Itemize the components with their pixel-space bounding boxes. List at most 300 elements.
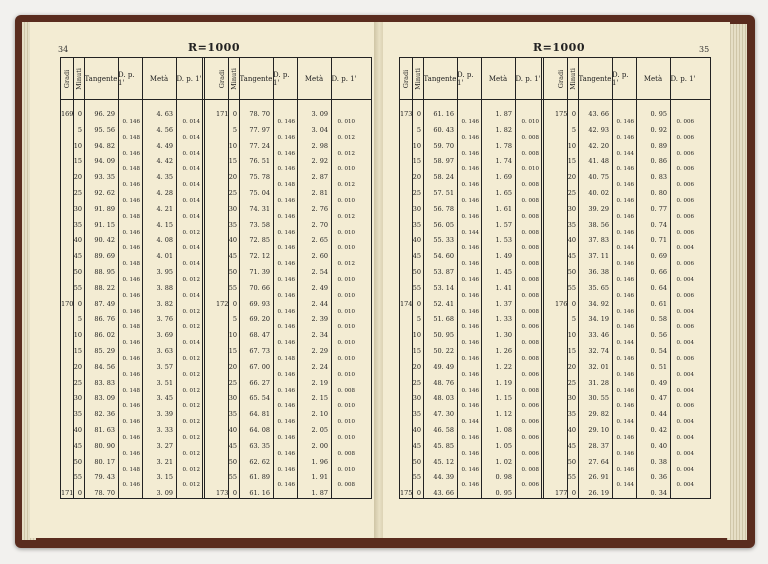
tangent-diff-cell: 0. 146 [277, 118, 295, 125]
tangent-cell: 35. 65 [588, 283, 609, 292]
tangent-diff-cell: 0. 146 [122, 419, 140, 426]
tangent-diff-cell: 0. 144 [616, 340, 634, 347]
half-cell: 3. 27 [156, 441, 173, 450]
column-header-label: D. p. 1' [612, 70, 629, 87]
tangent-diff-cell: 0. 146 [122, 150, 140, 157]
tangent-cell: 86. 02 [94, 331, 115, 340]
half-diff-cell: 0. 014 [182, 166, 200, 173]
half-cell: 4. 21 [156, 204, 173, 213]
tangent-cell: 48. 03 [433, 394, 454, 403]
tangent-cell: 88. 95 [94, 268, 115, 276]
minute-cell: 10 [412, 331, 421, 340]
minute-cell: 40 [567, 236, 576, 245]
half-diff-cell: 0. 014 [182, 340, 200, 347]
degree-cell: 175 [555, 110, 568, 118]
tangent-cell: 32. 01 [588, 362, 609, 371]
minute-cell: 25 [567, 189, 576, 197]
column-header-dp2 [331, 58, 357, 99]
tangent-cell: 96. 29 [94, 110, 115, 118]
tangent-diff-cell: 0. 146 [461, 166, 479, 173]
column-header-label: Tangente [578, 74, 612, 83]
degree-cell: 175 [400, 489, 413, 498]
half-cell: 1. 05 [495, 441, 512, 450]
minute-cell: 25 [412, 189, 421, 197]
tangent-diff-cell: 0. 146 [461, 308, 479, 315]
minute-cell: 20 [567, 362, 576, 371]
tangent-diff-cell: 0. 146 [461, 482, 479, 489]
tangent-diff-cell: 0. 144 [461, 419, 479, 426]
half-diff-cell: 0. 012 [337, 150, 355, 157]
tangent-diff-cell: 0. 146 [616, 324, 634, 331]
half-diff-cell: 0. 014 [182, 245, 200, 252]
half-cell: 3. 88 [156, 283, 173, 292]
half-cell: 1. 30 [495, 331, 512, 340]
tangent-cell: 68. 47 [249, 331, 270, 340]
minute-cell: 30 [412, 394, 421, 403]
half-cell: 2. 92 [311, 157, 328, 166]
minute-cell: 50 [228, 457, 237, 466]
tangent-diff-cell: 0. 146 [616, 355, 634, 362]
half-cell: 0. 58 [650, 315, 667, 324]
half-cell: 3. 21 [156, 457, 173, 466]
tangent-diff-cell: 0. 146 [461, 387, 479, 394]
minute-cell: 35 [73, 410, 82, 419]
minute-cell: 30 [567, 204, 576, 213]
degree-cell: 177 [555, 489, 568, 498]
tangent-diff-cell: 0. 146 [461, 355, 479, 362]
column-header-meta [297, 58, 331, 99]
tangent-cell: 42. 20 [588, 141, 609, 150]
minute-cell: 10 [567, 331, 576, 340]
half-diff-cell: 0. 008 [521, 292, 539, 299]
page-edges-right [727, 24, 747, 540]
half-cell: 2. 65 [311, 236, 328, 245]
left-page-number: 34 [58, 45, 69, 54]
half-cell: 0. 71 [650, 236, 667, 245]
tangent-diff-cell: 0. 148 [122, 324, 140, 331]
tangent-cell: 26. 91 [588, 473, 609, 482]
tangent-cell: 64. 08 [249, 426, 270, 434]
tangent-cell: 76. 51 [249, 157, 270, 166]
half-diff-cell: 0. 008 [521, 466, 539, 473]
minute-cell: 35 [73, 220, 82, 229]
column-header-dp1 [457, 58, 481, 99]
tangent-cell: 90. 42 [94, 236, 115, 245]
half-diff-cell: 0. 006 [676, 197, 694, 204]
degree-cell: 171 [61, 489, 74, 498]
column-header-label: Gradi [557, 69, 566, 88]
half-diff-cell: 0. 008 [521, 387, 539, 394]
degree-cell: 173 [216, 489, 229, 498]
minute-cell: 55 [412, 473, 421, 482]
tangent-diff-cell: 0. 146 [277, 324, 295, 331]
half-diff-cell: 0. 006 [676, 182, 694, 189]
half-diff-cell: 0. 010 [337, 229, 355, 236]
tangent-cell: 29. 82 [588, 410, 609, 419]
half-cell: 3. 69 [156, 331, 173, 340]
tangent-diff-cell: 0. 148 [122, 134, 140, 141]
minute-cell: 35 [567, 220, 576, 229]
minute-cell: 55 [567, 283, 576, 292]
column-header-label: D. p. 1' [515, 74, 541, 83]
half-cell: 1. 08 [495, 426, 512, 434]
minute-cell: 40 [228, 426, 237, 434]
tangent-cell: 50. 95 [433, 331, 454, 340]
tangent-cell: 40. 75 [588, 173, 609, 182]
half-cell: 3. 04 [311, 125, 328, 134]
table-left [60, 57, 372, 499]
tangent-diff-cell: 0. 146 [122, 182, 140, 189]
tangent-diff-cell: 0. 148 [277, 355, 295, 362]
minute-cell: 35 [412, 220, 421, 229]
minute-cell: 15 [228, 157, 237, 166]
half-cell: 1. 26 [495, 347, 512, 355]
table-right [399, 57, 711, 499]
half-diff-cell: 0. 008 [521, 355, 539, 362]
minute-cell: 30 [73, 394, 82, 403]
half-cell: 0. 69 [650, 252, 667, 261]
half-cell: 1. 02 [495, 457, 512, 466]
degree-cell: 171 [216, 110, 229, 118]
tangent-cell: 75. 04 [249, 189, 270, 197]
tangent-diff-cell: 0. 148 [122, 466, 140, 473]
tangent-diff-cell: 0. 146 [616, 197, 634, 204]
tangent-diff-cell: 0. 146 [277, 150, 295, 157]
half-cell: 1. 87 [311, 489, 328, 498]
tangent-diff-cell: 0. 146 [616, 403, 634, 410]
tangent-cell: 57. 51 [433, 189, 454, 197]
half-cell: 0. 40 [650, 441, 667, 450]
tangent-diff-cell: 0. 148 [122, 387, 140, 394]
half-cell: 0. 42 [650, 426, 667, 434]
half-cell: 0. 56 [650, 331, 667, 340]
minute-cell: 35 [412, 410, 421, 419]
tangent-diff-cell: 0. 146 [122, 292, 140, 299]
half-diff-cell: 0. 008 [521, 134, 539, 141]
degree-cell: 169 [61, 110, 74, 118]
minute-cell: 25 [567, 378, 576, 387]
tangent-cell: 83. 83 [94, 378, 115, 387]
half-cell: 0. 86 [650, 157, 667, 166]
half-diff-cell: 0. 010 [337, 292, 355, 299]
half-cell: 1. 12 [495, 410, 512, 419]
half-cell: 4. 35 [156, 173, 173, 182]
half-diff-cell: 0. 006 [521, 482, 539, 489]
half-diff-cell: 0. 012 [182, 434, 200, 441]
half-diff-cell: 0. 008 [521, 197, 539, 204]
column-header-gradi [61, 58, 73, 99]
minute-cell: 35 [228, 220, 237, 229]
half-cell: 4. 56 [156, 125, 173, 134]
tangent-diff-cell: 0. 146 [277, 134, 295, 141]
tangent-cell: 30. 55 [588, 394, 609, 403]
minute-cell: 50 [412, 268, 421, 276]
column-header-label: Minuti [413, 67, 422, 90]
minute-cell: 10 [412, 141, 421, 150]
tangent-diff-cell: 0. 146 [461, 466, 479, 473]
tangent-cell: 56. 78 [433, 204, 454, 213]
half-cell: 2. 29 [311, 347, 328, 355]
minute-cell: 55 [228, 473, 237, 482]
half-diff-cell: 0. 006 [521, 403, 539, 410]
half-diff-cell: 0. 008 [521, 213, 539, 220]
tangent-diff-cell: 0. 146 [461, 434, 479, 441]
tangent-cell: 62. 62 [249, 457, 270, 466]
column-header-label: Tangente [239, 74, 273, 83]
minute-cell: 15 [412, 157, 421, 166]
minute-cell: 5 [232, 315, 237, 324]
half-diff-cell: 0. 006 [676, 261, 694, 268]
minute-cell: 0 [416, 489, 421, 498]
half-cell: 3. 57 [156, 362, 173, 371]
half-diff-cell: 0. 014 [182, 150, 200, 157]
column-header-dp2 [176, 58, 202, 99]
column-header-meta [481, 58, 515, 99]
minute-cell: 45 [412, 252, 421, 261]
minute-cell: 5 [571, 315, 576, 324]
half-diff-cell: 0. 010 [337, 434, 355, 441]
column-header-minuti [228, 58, 239, 99]
half-diff-cell: 0. 006 [521, 324, 539, 331]
tangent-cell: 83. 09 [94, 394, 115, 403]
half-cell: 1. 78 [495, 141, 512, 150]
tangent-cell: 82. 36 [94, 410, 115, 419]
minute-cell: 0 [232, 489, 237, 498]
half-cell: 2. 10 [311, 410, 328, 419]
half-cell: 1. 15 [495, 394, 512, 403]
tangent-diff-cell: 0. 146 [616, 276, 634, 283]
minute-cell: 55 [73, 283, 82, 292]
half-cell: 4. 15 [156, 220, 173, 229]
half-diff-cell: 0. 010 [337, 419, 355, 426]
tangent-cell: 92. 62 [94, 189, 115, 197]
tangent-cell: 73. 58 [249, 220, 270, 229]
tangent-diff-cell: 0. 146 [461, 150, 479, 157]
tangent-cell: 58. 24 [433, 173, 454, 182]
tangent-cell: 32. 74 [588, 347, 609, 355]
half-cell: 2. 60 [311, 252, 328, 261]
half-diff-cell: 0. 008 [521, 308, 539, 315]
half-cell: 2. 24 [311, 362, 328, 371]
minute-cell: 50 [73, 457, 82, 466]
half-cell: 1. 37 [495, 299, 512, 308]
tangent-diff-cell: 0. 146 [616, 450, 634, 457]
minute-cell: 10 [228, 141, 237, 150]
minute-cell: 5 [77, 125, 82, 134]
half-diff-cell: 0. 004 [676, 340, 694, 347]
column-header-tangente [423, 58, 457, 99]
half-cell: 2. 98 [311, 141, 328, 150]
half-diff-cell: 0. 008 [521, 245, 539, 252]
minute-cell: 0 [571, 489, 576, 498]
column-header-tangente [239, 58, 273, 99]
half-cell: 0. 36 [650, 473, 667, 482]
tangent-cell: 29. 10 [588, 426, 609, 434]
half-diff-cell: 0. 010 [337, 466, 355, 473]
tangent-cell: 86. 76 [94, 315, 115, 324]
column-header-label: D. p. 1' [670, 74, 696, 83]
minute-cell: 40 [567, 426, 576, 434]
half-cell: 0. 83 [650, 173, 667, 182]
half-diff-cell: 0. 006 [676, 229, 694, 236]
minute-cell: 25 [412, 378, 421, 387]
half-cell: 2. 44 [311, 299, 328, 308]
half-cell: 1. 49 [495, 252, 512, 261]
half-diff-cell: 0. 010 [337, 197, 355, 204]
half-diff-cell: 0. 006 [676, 213, 694, 220]
tangent-cell: 61. 16 [249, 489, 270, 498]
tangent-cell: 91. 89 [94, 204, 115, 213]
half-cell: 0. 77 [650, 204, 667, 213]
tangent-diff-cell: 0. 146 [461, 403, 479, 410]
minute-cell: 50 [412, 457, 421, 466]
tangent-diff-cell: 0. 146 [122, 340, 140, 347]
minute-cell: 15 [73, 157, 82, 166]
tangent-diff-cell: 0. 146 [461, 324, 479, 331]
tangent-cell: 56. 05 [433, 220, 454, 229]
tangent-cell: 37. 11 [588, 252, 609, 261]
column-header-label: Metà [149, 74, 169, 83]
tangent-diff-cell: 0. 146 [122, 276, 140, 283]
minute-cell: 40 [73, 426, 82, 434]
tangent-cell: 43. 66 [433, 489, 454, 498]
tangent-cell: 69. 93 [249, 299, 270, 308]
tangent-diff-cell: 0. 144 [616, 150, 634, 157]
tangent-diff-cell: 0. 146 [277, 403, 295, 410]
column-header-meta [636, 58, 670, 99]
minute-cell: 15 [73, 347, 82, 355]
tangent-cell: 38. 56 [588, 220, 609, 229]
half-diff-cell: 0. 006 [521, 434, 539, 441]
tangent-cell: 94. 82 [94, 141, 115, 150]
half-diff-cell: 0. 006 [676, 118, 694, 125]
column-header-dp1 [612, 58, 636, 99]
half-cell: 0. 66 [650, 268, 667, 276]
half-diff-cell: 0. 008 [521, 182, 539, 189]
half-cell: 1. 57 [495, 220, 512, 229]
minute-cell: 45 [73, 252, 82, 261]
minute-cell: 45 [567, 252, 576, 261]
half-cell: 2. 70 [311, 220, 328, 229]
tangent-diff-cell: 0. 146 [461, 261, 479, 268]
minute-cell: 0 [232, 299, 237, 308]
tangent-diff-cell: 0. 146 [277, 340, 295, 347]
tangent-cell: 45. 12 [433, 457, 454, 466]
half-diff-cell: 0. 008 [337, 387, 355, 394]
tangent-diff-cell: 0. 146 [616, 434, 634, 441]
column-header-label: D. p. 1' [331, 74, 357, 83]
tangent-cell: 36. 38 [588, 268, 609, 276]
tangent-diff-cell: 0. 146 [616, 387, 634, 394]
half-diff-cell: 0. 012 [337, 134, 355, 141]
column-header-meta [142, 58, 176, 99]
column-header-minuti [412, 58, 423, 99]
tangent-cell: 74. 31 [249, 204, 270, 213]
half-cell: 3. 63 [156, 347, 173, 355]
half-diff-cell: 0. 010 [337, 324, 355, 331]
tangent-diff-cell: 0. 148 [277, 182, 295, 189]
half-cell: 1. 91 [311, 473, 328, 482]
half-diff-cell: 0. 014 [182, 261, 200, 268]
tangent-cell: 61. 16 [433, 110, 454, 118]
right-page-number: 35 [699, 45, 710, 54]
half-cell: 1. 96 [311, 457, 328, 466]
tangent-diff-cell: 0. 146 [277, 419, 295, 426]
column-header-dp2 [670, 58, 696, 99]
tangent-cell: 75. 78 [249, 173, 270, 182]
column-header-label: Minuti [74, 67, 83, 90]
tangent-diff-cell: 0. 144 [616, 245, 634, 252]
half-diff-cell: 0. 008 [337, 482, 355, 489]
minute-cell: 20 [228, 173, 237, 182]
half-diff-cell: 0. 012 [182, 419, 200, 426]
tangent-cell: 77. 97 [249, 125, 270, 134]
column-header-dp1 [273, 58, 297, 99]
minute-cell: 15 [567, 347, 576, 355]
column-header-label: Gradi [63, 69, 72, 88]
column-header-label: Metà [304, 74, 324, 83]
tangent-cell: 72. 12 [249, 252, 270, 261]
column-header-label: Tangente [84, 74, 118, 83]
column-header-minuti [567, 58, 578, 99]
half-cell: 0. 49 [650, 378, 667, 387]
minute-cell: 35 [228, 410, 237, 419]
minute-cell: 45 [412, 441, 421, 450]
tangent-diff-cell: 0. 146 [277, 466, 295, 473]
tangent-cell: 64. 81 [249, 410, 270, 419]
tangent-cell: 50. 22 [433, 347, 454, 355]
tangent-diff-cell: 0. 146 [461, 340, 479, 347]
degree-cell: 170 [61, 299, 74, 308]
half-diff-cell: 0. 008 [521, 276, 539, 283]
minute-cell: 20 [567, 173, 576, 182]
tangent-diff-cell: 0. 146 [461, 134, 479, 141]
tangent-cell: 77. 24 [249, 141, 270, 150]
tangent-cell: 95. 56 [94, 125, 115, 134]
half-diff-cell: 0. 004 [676, 371, 694, 378]
tangent-cell: 93. 35 [94, 173, 115, 182]
tangent-cell: 44. 39 [433, 473, 454, 482]
minute-cell: 0 [77, 489, 82, 498]
minute-cell: 40 [73, 236, 82, 245]
half-diff-cell: 0. 008 [521, 261, 539, 268]
tangent-cell: 27. 64 [588, 457, 609, 466]
minute-cell: 20 [228, 362, 237, 371]
half-diff-cell: 0. 012 [182, 387, 200, 394]
half-cell: 0. 92 [650, 125, 667, 134]
tangent-diff-cell: 0. 146 [616, 134, 634, 141]
minute-cell: 0 [77, 299, 82, 308]
degree-cell: 176 [555, 299, 568, 308]
tangent-diff-cell: 0. 146 [616, 182, 634, 189]
tangent-cell: 46. 58 [433, 426, 454, 434]
tangent-cell: 65. 54 [249, 394, 270, 403]
degree-cell: 172 [216, 299, 229, 308]
tangent-cell: 66. 27 [249, 378, 270, 387]
half-cell: 1. 69 [495, 173, 512, 182]
minute-cell: 0 [232, 110, 237, 118]
tangent-cell: 58. 97 [433, 157, 454, 166]
tangent-cell: 63. 35 [249, 441, 270, 450]
half-cell: 0. 44 [650, 410, 667, 419]
tangent-cell: 39. 29 [588, 204, 609, 213]
minute-cell: 30 [228, 204, 237, 213]
half-cell: 0. 89 [650, 141, 667, 150]
half-cell: 4. 49 [156, 141, 173, 150]
minute-cell: 20 [73, 173, 82, 182]
half-cell: 1. 87 [495, 110, 512, 118]
tangent-diff-cell: 0. 146 [277, 245, 295, 252]
